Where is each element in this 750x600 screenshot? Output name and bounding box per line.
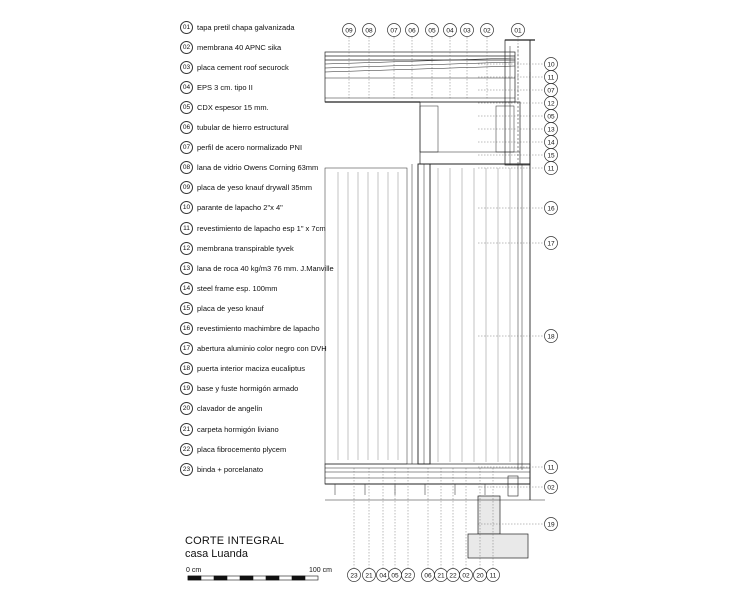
callout-bubble bbox=[388, 24, 401, 37]
legend-label: parante de lapacho 2"x 4" bbox=[197, 203, 283, 213]
callout-number: 10 bbox=[547, 61, 555, 69]
callout-number: 05 bbox=[391, 572, 399, 580]
callout-bubble bbox=[406, 24, 419, 37]
callout-number: 06 bbox=[424, 572, 432, 580]
legend-number-bubble: 04 bbox=[180, 81, 193, 94]
callout-number: 01 bbox=[514, 27, 522, 35]
callout-number: 02 bbox=[547, 484, 555, 492]
legend-number-bubble: 15 bbox=[180, 302, 193, 315]
legend-label: CDX espesor 15 mm. bbox=[197, 102, 269, 112]
legend-number-bubble: 14 bbox=[180, 282, 193, 295]
legend-number-bubble: 06 bbox=[180, 121, 193, 134]
legend-number-bubble: 05 bbox=[180, 101, 193, 114]
legend-number-bubble: 11 bbox=[180, 222, 193, 235]
callout-number: 23 bbox=[350, 572, 358, 580]
legend-number-bubble: 08 bbox=[180, 161, 193, 174]
legend-label: tapa pretil chapa galvanizada bbox=[197, 22, 295, 32]
legend-label: placa de yeso knauf bbox=[197, 303, 264, 313]
callout-bubble bbox=[402, 569, 415, 582]
callout-number: 15 bbox=[547, 152, 555, 160]
legend-number-bubble: 03 bbox=[180, 61, 193, 74]
callout-number: 04 bbox=[446, 27, 454, 35]
legend-label: lana de roca 40 kg/m3 76 mm. J.Manville bbox=[197, 263, 334, 273]
callout-bubble bbox=[460, 569, 473, 582]
callout-number: 11 bbox=[547, 165, 555, 173]
callout-bubble bbox=[545, 136, 558, 149]
callout-bubble bbox=[426, 24, 439, 37]
legend-number-bubble: 23 bbox=[180, 463, 193, 476]
legend-label: binda + porcelanato bbox=[197, 464, 264, 474]
callout-number: 09 bbox=[345, 27, 353, 35]
callout-bubble bbox=[422, 569, 435, 582]
legend-label: EPS 3 cm. tipo II bbox=[197, 82, 253, 92]
callout-bubble bbox=[545, 237, 558, 250]
callout-number: 02 bbox=[483, 27, 491, 35]
callout-bubble bbox=[487, 569, 500, 582]
callout-number: 11 bbox=[489, 572, 497, 580]
legend-number-bubble: 22 bbox=[180, 443, 193, 456]
callout-bubble bbox=[377, 569, 390, 582]
legend-label: base y fuste hormigón armado bbox=[197, 384, 299, 394]
legend-number-bubble: 19 bbox=[180, 382, 193, 395]
legend-label: clavador de angelín bbox=[197, 404, 263, 414]
callout-bubble bbox=[481, 24, 494, 37]
callout-number: 21 bbox=[437, 572, 445, 580]
callout-bubble bbox=[444, 24, 457, 37]
legend-number-bubble: 13 bbox=[180, 262, 193, 275]
legend-number-bubble: 16 bbox=[180, 322, 193, 335]
callout-bubble bbox=[512, 24, 525, 37]
callout-number: 04 bbox=[379, 572, 387, 580]
callout-bubble bbox=[363, 24, 376, 37]
legend-number-bubble: 21 bbox=[180, 423, 193, 436]
callout-bubble bbox=[348, 569, 361, 582]
callout-number: 13 bbox=[547, 126, 555, 134]
callout-bubble bbox=[545, 518, 558, 531]
callouts-bottom bbox=[348, 468, 500, 582]
legend-number-bubble: 09 bbox=[180, 181, 193, 194]
callout-number: 22 bbox=[449, 572, 457, 580]
callout-bubble bbox=[545, 461, 558, 474]
legend-label: placa fibrocemento plycem bbox=[197, 444, 287, 454]
callout-bubble bbox=[545, 123, 558, 136]
roof-slab bbox=[325, 52, 515, 102]
callout-number: 05 bbox=[547, 113, 555, 121]
scale-start-label: 0 cm bbox=[186, 567, 202, 574]
legend-label: steel frame esp. 100mm bbox=[197, 283, 278, 293]
callout-number: 21 bbox=[365, 572, 373, 580]
drawing-title: CORTE INTEGRAL bbox=[185, 535, 285, 547]
legend-label: placa cement roof securock bbox=[197, 62, 289, 72]
legend-label: lana de vidrio Owens Corning 63mm bbox=[197, 163, 319, 173]
callout-number: 17 bbox=[547, 240, 555, 248]
legend-number-bubble: 07 bbox=[180, 141, 193, 154]
legend-number-bubble: 12 bbox=[180, 242, 193, 255]
callout-number: 06 bbox=[408, 27, 416, 35]
legend-label: carpeta hormigón liviano bbox=[197, 424, 279, 434]
legend-label: membrana transpirable tyvek bbox=[197, 243, 294, 253]
callout-bubble bbox=[447, 569, 460, 582]
callout-number: 19 bbox=[547, 521, 555, 529]
callout-bubble bbox=[545, 162, 558, 175]
legend-label: revestimiento de lapacho esp 1" x 7cm bbox=[197, 223, 326, 233]
legend-label: perfil de acero normalizado PNI bbox=[197, 143, 303, 153]
callout-bubble bbox=[545, 71, 558, 84]
legend-number-bubble: 20 bbox=[180, 402, 193, 415]
callout-number: 22 bbox=[404, 572, 412, 580]
callout-number: 07 bbox=[390, 27, 398, 35]
callout-number: 03 bbox=[463, 27, 471, 35]
callout-bubble bbox=[343, 24, 356, 37]
callout-number: 11 bbox=[547, 74, 555, 82]
callout-bubble bbox=[363, 569, 376, 582]
callout-number: 12 bbox=[547, 100, 555, 108]
callout-bubble bbox=[545, 110, 558, 123]
callout-number: 07 bbox=[547, 87, 555, 95]
callout-number: 11 bbox=[547, 464, 555, 472]
legend-number-bubble: 01 bbox=[180, 21, 193, 34]
callout-bubble bbox=[545, 84, 558, 97]
legend-label: placa de yeso knauf drywall 35mm bbox=[197, 183, 313, 193]
legend-label: membrana 40 APNC sika bbox=[197, 42, 282, 52]
legend-number-bubble: 17 bbox=[180, 342, 193, 355]
callout-bubble bbox=[545, 97, 558, 110]
legend-label: abertura aluminio color negro con DVH bbox=[197, 344, 327, 354]
legend-number-bubble: 10 bbox=[180, 201, 193, 214]
callout-bubble bbox=[545, 58, 558, 71]
scale-bar bbox=[188, 576, 318, 580]
foundation-footing bbox=[468, 534, 528, 558]
legend-label: puerta interior maciza eucaliptus bbox=[197, 364, 305, 374]
callout-bubble bbox=[389, 569, 402, 582]
callout-number: 16 bbox=[547, 205, 555, 213]
callout-number: 20 bbox=[476, 572, 484, 580]
door-panel bbox=[325, 168, 407, 464]
legend-label: tubular de hierro estructural bbox=[197, 123, 289, 132]
scale-end-label: 100 cm bbox=[309, 567, 332, 574]
parapet bbox=[505, 40, 530, 165]
legend-number-bubble: 18 bbox=[180, 362, 193, 375]
callout-number: 02 bbox=[462, 572, 470, 580]
legend-label: revestimiento machimbre de lapacho bbox=[197, 324, 320, 333]
drawing-subtitle: casa Luanda bbox=[185, 548, 248, 560]
callout-bubble bbox=[435, 569, 448, 582]
callout-bubble bbox=[545, 481, 558, 494]
callouts-top bbox=[343, 24, 525, 101]
callout-bubble bbox=[545, 202, 558, 215]
legend-number-bubble: 02 bbox=[180, 41, 193, 54]
callout-bubble bbox=[545, 149, 558, 162]
callout-number: 14 bbox=[547, 139, 555, 147]
callout-number: 08 bbox=[365, 27, 373, 35]
foundation-pier bbox=[478, 496, 500, 534]
callout-number: 05 bbox=[428, 27, 436, 35]
title-block bbox=[185, 535, 284, 560]
callout-bubble bbox=[474, 569, 487, 582]
callout-bubble bbox=[461, 24, 474, 37]
callout-number: 18 bbox=[547, 333, 555, 341]
callout-bubble bbox=[545, 330, 558, 343]
